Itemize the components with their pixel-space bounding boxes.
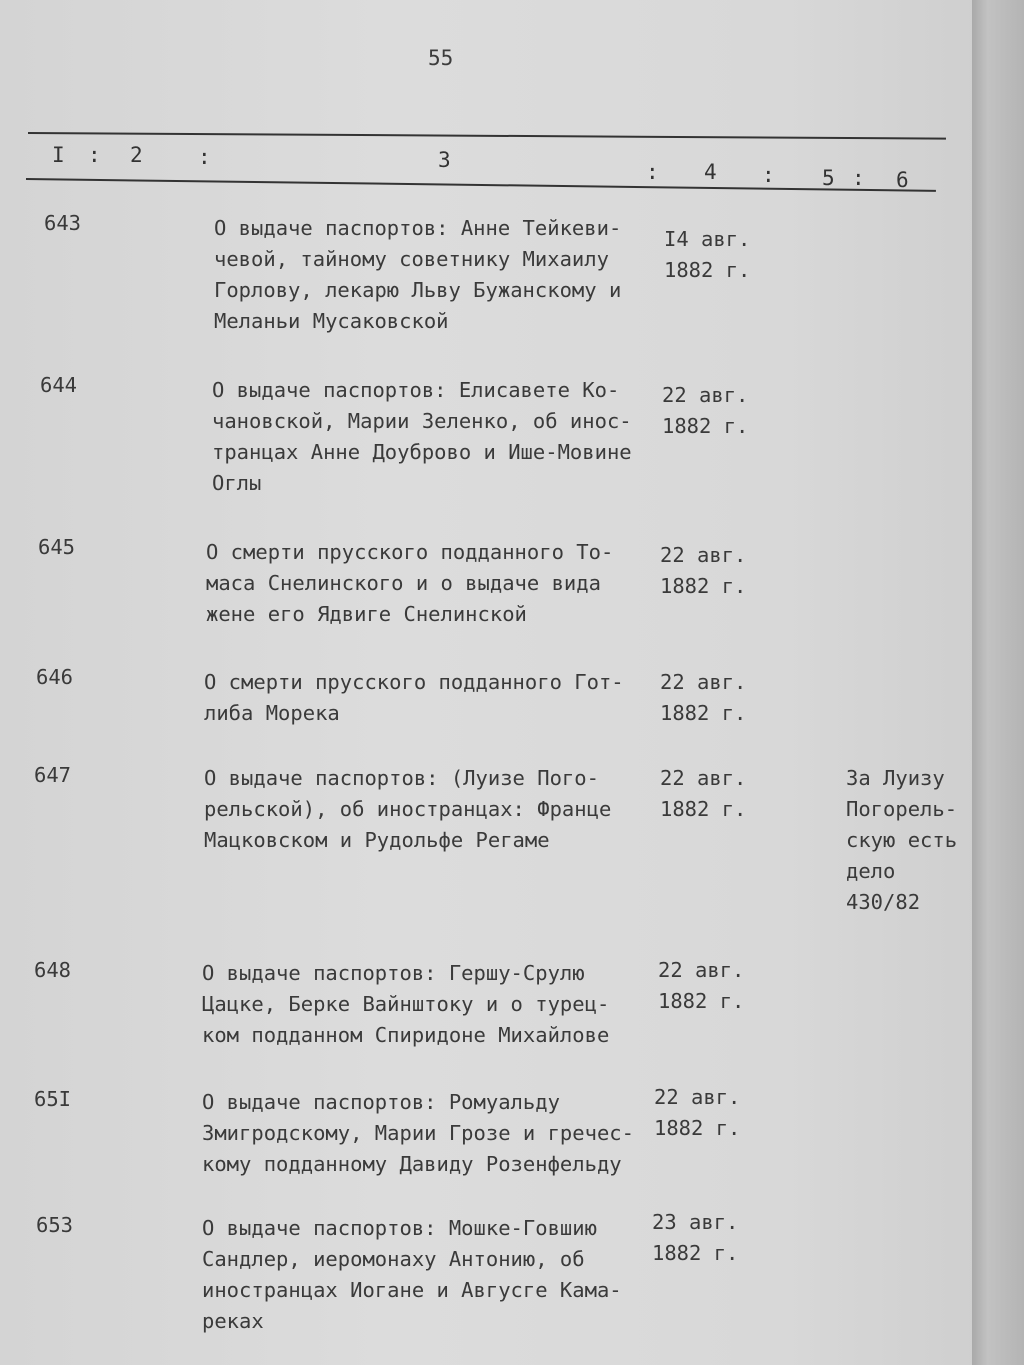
entry-date-line: 1882 г. (662, 414, 749, 438)
entry-number: 646 (36, 665, 74, 689)
entry-date-line: 22 авг. (660, 670, 747, 694)
entry-title (202, 958, 672, 1051)
column-header-separator: : (762, 163, 775, 187)
entry-date-line: 22 авг. (660, 543, 747, 567)
entry-title-line: иностранцах Иогане и Авгусге Кама- (202, 1278, 622, 1302)
entry-date-line: 1882 г. (658, 989, 745, 1013)
page-edge-shadow (972, 0, 1024, 1365)
entry-date (660, 763, 746, 825)
column-header-separator: : (852, 166, 865, 190)
entry-title (206, 537, 676, 630)
entry-title (204, 763, 674, 856)
column-header-1: I (52, 143, 65, 167)
entry-date (654, 1082, 740, 1144)
column-header-5: 5 (822, 166, 835, 190)
entry-number: 648 (34, 958, 72, 982)
entry-title-line: Меланьи Мусаковской (214, 309, 449, 333)
entry-title-line: реках (202, 1309, 264, 1333)
entry-remark-line: дело (846, 859, 896, 883)
entry-title (202, 1087, 672, 1180)
entry-title-line: рельской), об иностранцах: Франце (204, 797, 612, 821)
entry-title-line: кому подданному Давиду Розенфельду (202, 1152, 622, 1176)
column-header-6: 6 (896, 168, 909, 192)
column-header-4: 4 (704, 160, 717, 184)
entry-title (202, 1213, 672, 1337)
entry-title (204, 667, 674, 729)
column-header-separator: : (646, 160, 659, 184)
entry-date-line: 1882 г. (660, 797, 747, 821)
entry-title-line: жене его Ядвиге Снелинской (206, 602, 527, 626)
entry-number: 647 (34, 763, 72, 787)
page-number: 55 (428, 46, 454, 70)
entry-date (664, 224, 750, 286)
entry-title-line: Мацковском и Рудольфе Регаме (204, 828, 550, 852)
entry-date-line: 1882 г. (660, 574, 747, 598)
entry-title-line: О выдаче паспортов: (Луизе Пого- (204, 766, 599, 790)
column-header-2: 2 (130, 143, 143, 167)
entry-date-line: 22 авг. (660, 766, 747, 790)
column-header-separator: : (198, 145, 211, 169)
entry-title-line: О выдаче паспортов: Анне Тейкеви- (214, 216, 622, 240)
entry-title-line: либа Морека (204, 701, 340, 725)
entry-date-line: 22 авг. (662, 383, 749, 407)
entry-title-line: О смерти прусского подданного Гот- (204, 670, 624, 694)
entry-remark-line: За Луизу (846, 766, 945, 790)
entry-title (212, 375, 682, 499)
entry-number: 643 (44, 211, 82, 235)
entry-title-line: Змигродскому, Марии Грозе и гречес- (202, 1121, 634, 1145)
entry-title-line: О выдаче паспортов: Гершу-Срулю (202, 961, 585, 985)
entry-title-line: Сандлер, иеромонаху Антонию, об (202, 1247, 585, 1271)
entry-number: 644 (40, 373, 78, 397)
entry-date-line: 1882 г. (652, 1241, 739, 1265)
column-header-separator: : (88, 143, 101, 167)
entry-date (660, 540, 746, 602)
entry-title-line: чановской, Марии Зеленко, об инос- (212, 409, 632, 433)
entry-date-line: 1882 г. (664, 258, 751, 282)
entry-title-line: О выдаче паспортов: Елисавете Ко- (212, 378, 620, 402)
entry-title-line: О смерти прусского подданного То- (206, 540, 614, 564)
entry-date-line: 1882 г. (654, 1116, 741, 1140)
entry-remark-line: скую есть (846, 828, 958, 852)
entry-title-line: Горлову, лекарю Льву Бужанскому и (214, 278, 622, 302)
entry-remark-line: Погорель- (846, 797, 958, 821)
entry-date (660, 667, 746, 729)
entry-title-line: О выдаче паспортов: Мошке-Говшию (202, 1216, 597, 1240)
entry-date (658, 955, 744, 1017)
entry-remark-line: 430/82 (846, 890, 921, 914)
entry-date (652, 1207, 738, 1269)
column-header-3: 3 (438, 148, 451, 172)
entry-date-line: I4 авг. (664, 227, 751, 251)
entry-number: 653 (36, 1213, 74, 1237)
entry-title-line: маса Снелинского и о выдаче вида (206, 571, 601, 595)
entry-title-line: О выдаче паспортов: Ромуальду (202, 1090, 560, 1114)
entry-date (662, 380, 748, 442)
entry-title-line: Оглы (212, 471, 262, 495)
entry-date-line: 22 авг. (654, 1085, 741, 1109)
entry-number: 645 (38, 535, 76, 559)
entry-date-line: 23 авг. (652, 1210, 739, 1234)
entry-title-line: ком подданном Спиридоне Михайлове (202, 1023, 610, 1047)
entry-date-line: 22 авг. (658, 958, 745, 982)
entry-date-line: 1882 г. (660, 701, 747, 725)
entry-title-line: Цацке, Берке Вайнштоку и о турец- (202, 992, 610, 1016)
entry-remark (846, 763, 957, 918)
entry-title-line: транцах Анне Доуброво и Ише-Мовине (212, 440, 632, 464)
entry-number: 65I (34, 1087, 72, 1111)
entry-title-line: чевой, тайному советнику Михаилу (214, 247, 609, 271)
entry-title (214, 213, 684, 337)
